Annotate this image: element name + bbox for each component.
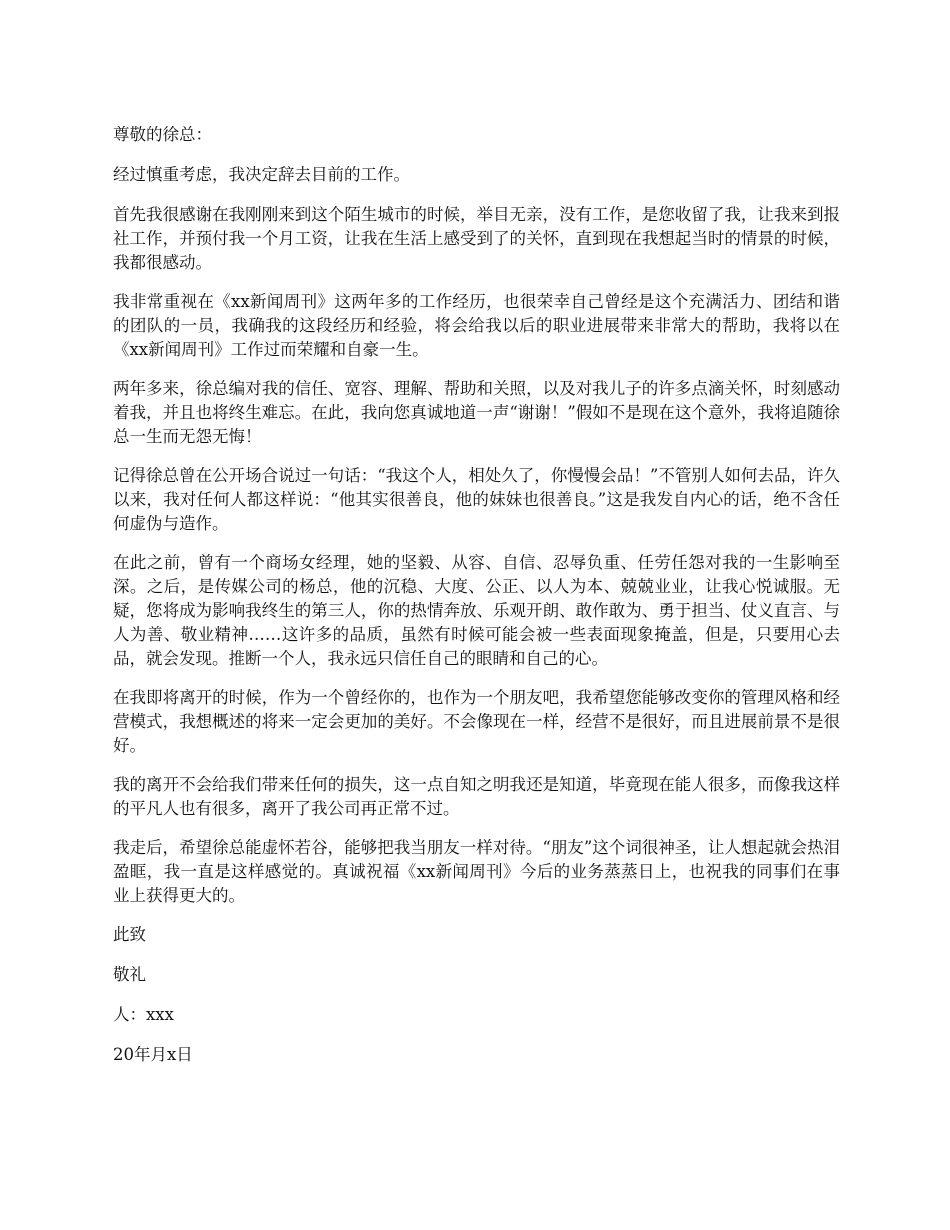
letter-signature: 人：xxx — [113, 1005, 174, 1024]
letter-closing-salutation: 此致 — [113, 925, 146, 944]
letter-closing-regards: 敬礼 — [113, 965, 146, 984]
letter-greeting: 尊敬的徐总： — [113, 125, 212, 144]
letter-paragraph: 记得徐总曾在公开场合说过一句话：“我这个人，相处久了，你慢慢会品！”不管别人如何去品，许久以来，我对任何人都这样说：“他其实很善良，他的妹妹也很善良。”这是我发自内心的话，绝不含任何虚伪与造作。 — [113, 466, 840, 533]
resignation-letter — [113, 123, 840, 1083]
letter-paragraph: 我的离开不会给我们带来任何的损失，这一点自知之明我还是知道，毕竟现在能人很多，而像我这样的平凡人也有很多，离开了我公司再正常不过。 — [113, 775, 840, 818]
letter-paragraph: 我走后，希望徐总能虚怀若谷，能够把我当朋友一样对待。“朋友”这个词很神圣，让人想起就会热泪盈眶，我一直是这样感觉的。真诚祝福《xx新闻周刊》今后的业务蒸蒸日上，也祝我的同事们在事业上获得更大的。 — [113, 838, 840, 905]
letter-paragraph: 经过慎重考虑，我决定辞去目前的工作。 — [113, 165, 410, 184]
letter-paragraph: 我非常重视在《xx新闻周刊》这两年多的工作经历，也很荣幸自己曾经是这个充满活力、团结和谐的团队的一员，我确我的这段经历和经验，将会给我以后的职业进展带来非常大的帮助，我将以在《xx新闻周刊》工作过而荣耀和自豪一生。 — [113, 292, 840, 359]
letter-paragraph: 两年多来，徐总编对我的信任、宽容、理解、帮助和关照，以及对我儿子的许多点滴关怀，时刻感动着我，并且也将终生难忘。在此，我向您真诚地道一声“谢谢！”假如不是现在这个意外，我将追随徐总一生而无怨无悔！ — [113, 379, 840, 446]
letter-date: 20年月x日 — [113, 1045, 193, 1064]
letter-paragraph: 在我即将离开的时候，作为一个曾经你的，也作为一个朋友吧，我希望您能够改变你的管理风格和经营模式，我想概述的将来一定会更加的美好。不会像现在一样，经营不是很好，而且进展前景不是很好。 — [113, 688, 840, 755]
letter-paragraph: 首先我很感谢在我刚刚来到这个陌生城市的时候，举目无亲，没有工作，是您收留了我，让我来到报社工作，并预付我一个月工资，让我在生活上感受到了的关怀，直到现在我想起当时的情景的时候，我都很感动。 — [113, 205, 840, 272]
letter-paragraph: 在此之前，曾有一个商场女经理，她的坚毅、从容、自信、忍辱负重、任劳任怨对我的一生影响至深。之后，是传媒公司的杨总，他的沉稳、大度、公正、以人为本、兢兢业业，让我心悦诚服。无疑，您将成为影响我终生的第三人，你的热情奔放、乐观开朗、敢作敢为、勇于担当、仗义直言、与人为善、敬业精神……这许多的品质，虽然有时候可能会被一些表面现象掩盖，但是，只要用心去品，就会发现。推断一个人，我永远只信任自己的眼睛和自己的心。 — [113, 553, 840, 668]
